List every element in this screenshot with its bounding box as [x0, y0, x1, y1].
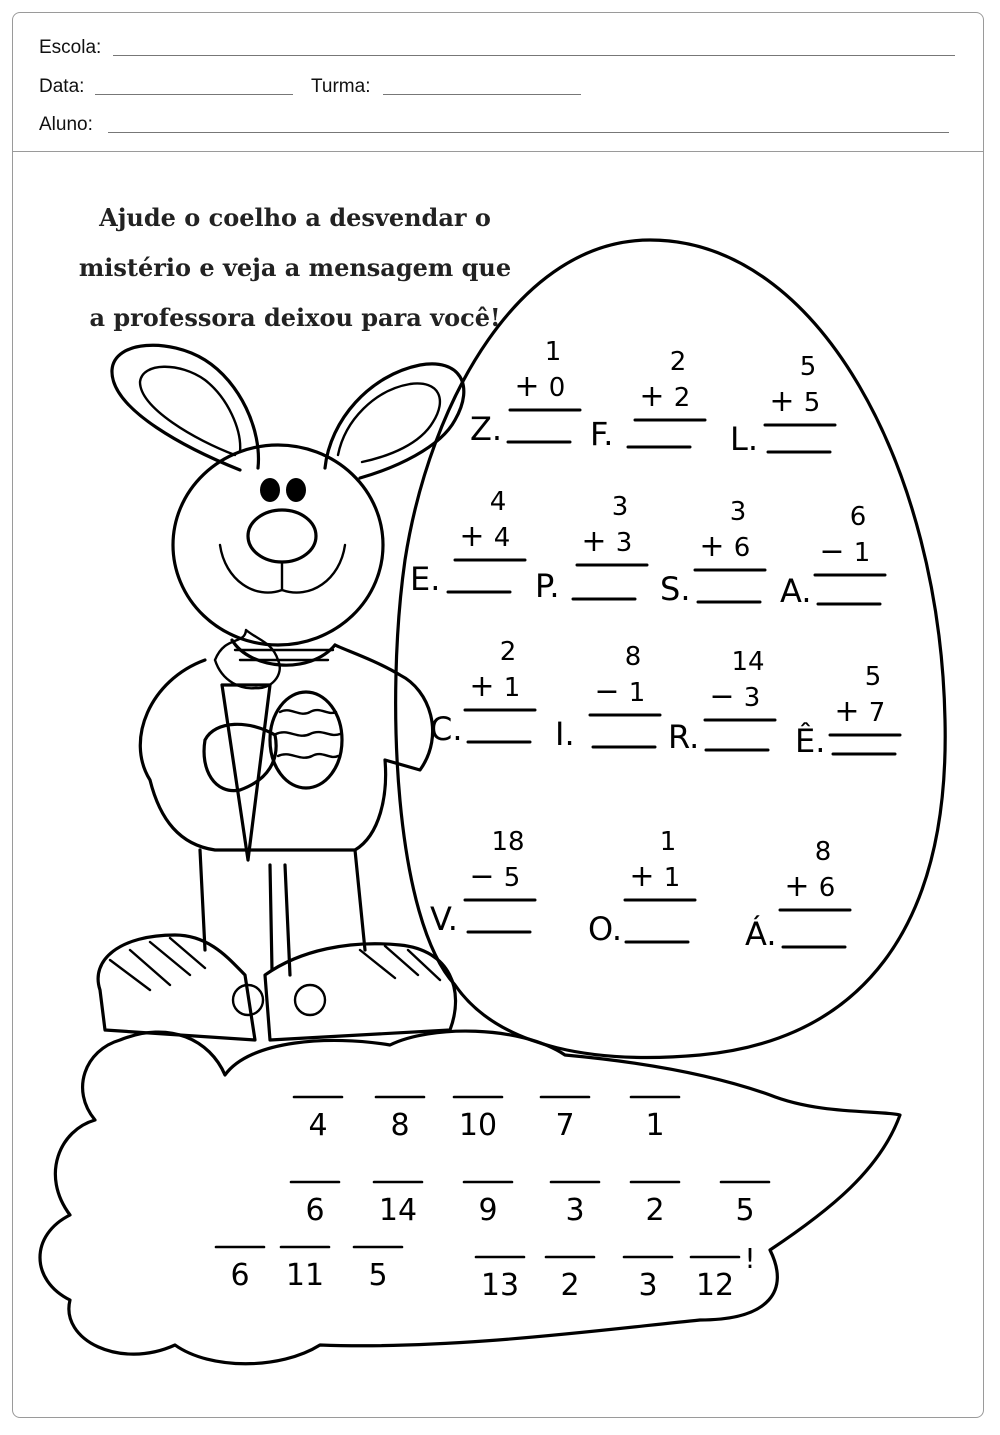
math-problem — [470, 337, 580, 448]
math-problem — [410, 487, 525, 598]
problem-letter: E. — [410, 560, 441, 598]
problem-bottom-number: 7 — [868, 698, 886, 728]
problem-top-number: 2 — [499, 637, 517, 667]
problem-operator: − — [469, 859, 495, 894]
problem-top-number: 8 — [624, 642, 642, 672]
math-problem — [555, 642, 660, 753]
code-number: 6 — [305, 1193, 325, 1228]
math-problem — [780, 502, 885, 610]
problem-operator: + — [514, 369, 540, 404]
problem-top-number: 3 — [729, 497, 747, 527]
problem-top-number: 3 — [611, 492, 629, 522]
problem-letter: I. — [555, 715, 575, 753]
problem-operator: + — [769, 384, 795, 419]
problem-bottom-number: 0 — [548, 373, 566, 403]
problem-letter: C. — [430, 710, 463, 748]
problem-letter: P. — [535, 567, 560, 605]
problem-bottom-number: 3 — [743, 683, 761, 713]
code-number: 3 — [638, 1268, 658, 1303]
instruction-line-1: Ajude o coelho a desvendar o — [99, 203, 491, 232]
code-number: 7 — [555, 1108, 575, 1143]
problem-top-number: 5 — [799, 352, 817, 382]
problem-operator: − — [594, 674, 620, 709]
problem-operator: − — [819, 534, 845, 569]
problem-bottom-number: 6 — [818, 873, 836, 903]
code-number: 10 — [458, 1108, 498, 1143]
math-problem — [730, 352, 835, 458]
problem-operator: + — [581, 524, 607, 559]
problem-operator: + — [784, 869, 810, 904]
bunny-illustration — [98, 345, 464, 1040]
problem-letter: V. — [430, 900, 458, 938]
code-number: 14 — [378, 1193, 418, 1228]
problem-top-number: 14 — [731, 647, 765, 677]
problem-bottom-number: 2 — [673, 383, 691, 413]
instruction-line-3: a professora deixou para você! — [89, 303, 501, 332]
problem-bottom-number: 4 — [493, 523, 511, 553]
problem-operator: + — [629, 859, 655, 894]
math-problem — [660, 497, 765, 608]
code-number: 11 — [285, 1258, 325, 1293]
code-number: 4 — [308, 1108, 328, 1143]
problem-bottom-number: 3 — [615, 528, 633, 558]
code-number: 2 — [645, 1193, 665, 1228]
problem-operator: + — [469, 669, 495, 704]
math-problem — [668, 647, 775, 756]
date-label: Data: — [39, 76, 85, 97]
problem-letter: F. — [590, 415, 614, 453]
instruction-line-2: mistério e veja a mensagem que — [78, 253, 512, 282]
problem-letter: Ê. — [795, 722, 826, 760]
problem-top-number: 1 — [544, 337, 562, 367]
class-label: Turma: — [311, 76, 371, 97]
problem-letter: Á. — [745, 915, 777, 953]
problem-letter: R. — [668, 718, 700, 756]
problem-top-number: 18 — [491, 827, 525, 857]
problem-operator: + — [639, 379, 665, 414]
problem-top-number: 2 — [669, 347, 687, 377]
code-number: 3 — [565, 1193, 585, 1228]
problem-top-number: 8 — [814, 837, 832, 867]
code-number: 5 — [735, 1193, 755, 1228]
code-number: 6 — [230, 1258, 250, 1293]
student-label: Aluno: — [39, 114, 93, 135]
problem-bottom-number: 5 — [803, 388, 821, 418]
message-cloud — [40, 1031, 900, 1364]
problem-operator: − — [709, 679, 735, 714]
problem-letter: L. — [730, 420, 758, 458]
math-problem — [430, 637, 535, 748]
problem-bottom-number: 1 — [503, 673, 521, 703]
code-number: 1 — [645, 1108, 665, 1143]
math-problem — [535, 492, 647, 605]
problem-bottom-number: 5 — [503, 863, 521, 893]
exclamation-mark: ! — [744, 1242, 756, 1275]
problem-top-number: 1 — [659, 827, 677, 857]
problem-top-number: 5 — [864, 662, 882, 692]
problem-top-number: 4 — [489, 487, 507, 517]
code-number: 5 — [368, 1258, 388, 1293]
math-problem — [588, 827, 695, 948]
math-problem — [795, 662, 900, 760]
secret-message — [216, 1097, 769, 1303]
problem-bottom-number: 1 — [853, 538, 871, 568]
code-number: 8 — [390, 1108, 410, 1143]
problem-bottom-number: 1 — [628, 678, 646, 708]
code-number: 12 — [695, 1268, 735, 1303]
math-problem — [590, 347, 705, 453]
code-number: 2 — [560, 1268, 580, 1303]
math-problems — [410, 337, 900, 953]
problem-operator: + — [459, 519, 485, 554]
math-problem — [430, 827, 535, 938]
problem-bottom-number: 6 — [733, 533, 751, 563]
math-problem — [745, 837, 850, 953]
problem-letter: Z. — [470, 410, 503, 448]
problem-letter: O. — [588, 910, 623, 948]
problem-letter: S. — [660, 570, 691, 608]
problem-top-number: 6 — [849, 502, 867, 532]
code-number: 9 — [478, 1193, 498, 1228]
problem-operator: + — [699, 529, 725, 564]
problem-bottom-number: 1 — [663, 863, 681, 893]
code-number: 13 — [480, 1268, 520, 1303]
school-label: Escola: — [39, 37, 102, 58]
problem-letter: A. — [780, 572, 812, 610]
problem-operator: + — [834, 694, 860, 729]
